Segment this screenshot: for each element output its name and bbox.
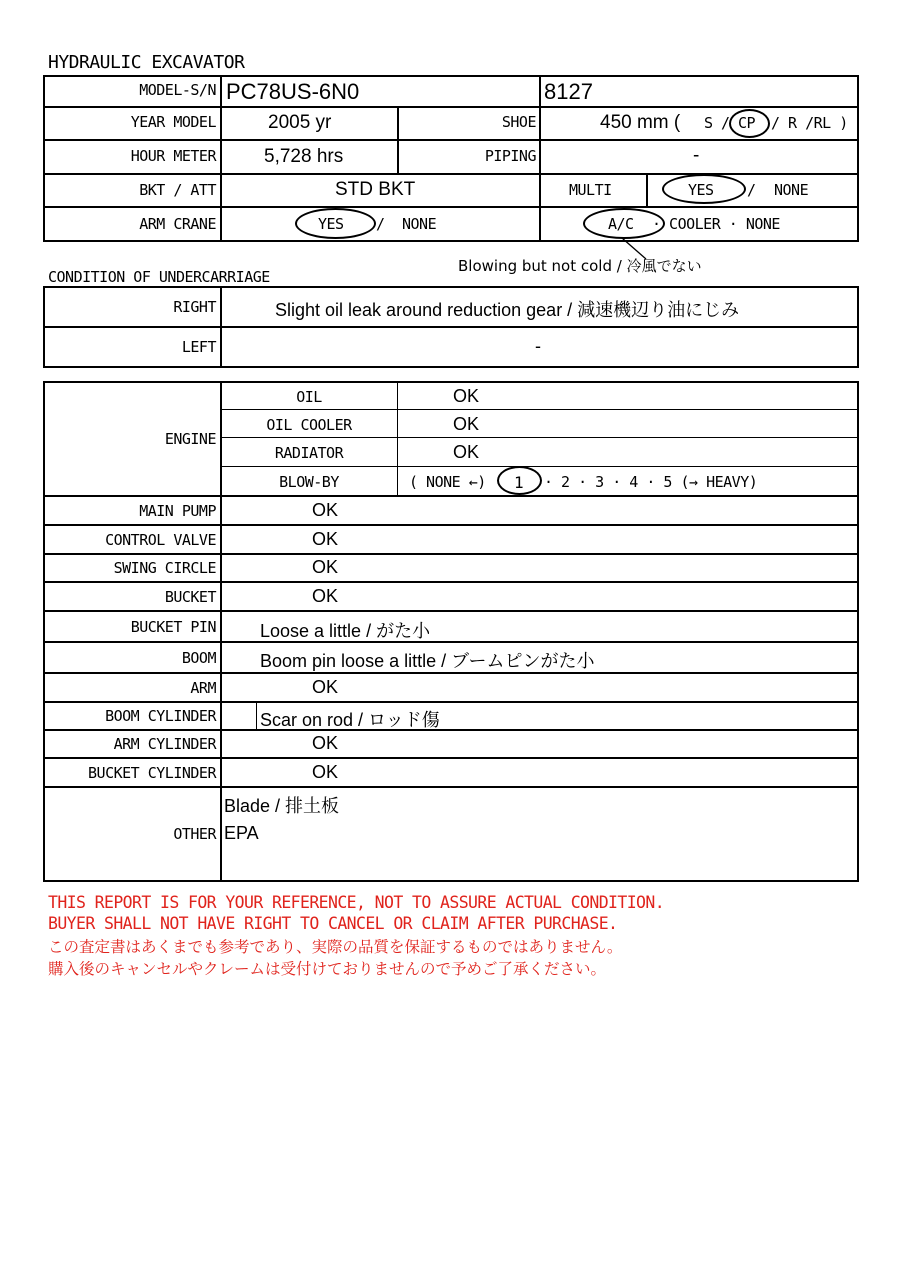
arm-cylinder-value: OK [312,733,339,753]
main-pump-value: OK [312,500,339,520]
shoe-label: SHOE [501,113,536,131]
shoe-value: 450 mm ( [600,112,681,133]
shoe-cp-circle [729,109,770,138]
undercarriage-title: CONDITION OF UNDERCARRIAGE [48,268,270,286]
swing-circle-value: OK [312,557,339,577]
oil-cooler-value: OK [453,414,480,434]
bucket-cylinder-value: OK [312,762,339,782]
shoe-option-cp: CP [738,114,756,132]
other-label: OTHER [173,825,216,843]
blow-by-selected-circle [497,466,542,495]
arm-crane-none: NONE [402,215,437,233]
control-valve-label: CONTROL VALVE [105,531,216,549]
undercarriage-left-label: LEFT [181,338,216,356]
multi-label: MULTI [569,181,612,199]
bucket-cylinder-label: BUCKET CYLINDER [88,764,216,782]
undercarriage-right-value: Slight oil leak around reduction gear / 減速機辺り油にじみ [275,300,740,320]
boom-cylinder-value: Scar on rod / ロッド傷 [260,710,440,730]
bucket-pin-label: BUCKET PIN [130,618,216,636]
blow-by-scale: · 2 · 3 · 4 · 5 (→ HEAVY) [544,473,758,491]
disclaimer-line-4: 購入後のキャンセルやクレームは受付けておりませんので予めご了承ください。 [48,960,607,978]
arm-cylinder-label: ARM CYLINDER [113,735,216,753]
engine-oil-label: OIL [296,388,322,406]
document-title: HYDRAULIC EXCAVATOR [48,52,245,73]
disclaimer-line-1: THIS REPORT IS FOR YOUR REFERENCE, NOT TO ASSURE ACTUAL CONDITION. [48,893,665,912]
control-valve-value: OK [312,529,339,549]
hour-meter-label: HOUR METER [130,147,216,165]
engine-oil-value: OK [453,386,480,406]
ac-options-rest: · COOLER · NONE [652,215,780,233]
undercarriage-left-value: - [535,336,541,356]
ac-note: Blowing but not cold / 冷風でない [458,257,702,275]
boom-value: Boom pin loose a little / ブームピンがた小 [260,651,595,671]
disclaimer-line-3: この査定書はあくまでも参考であり、実際の品質を保証するものではありません。 [48,938,623,956]
piping-value: - [693,145,700,166]
swing-circle-label: SWING CIRCLE [113,559,216,577]
model-label: MODEL-S/N [139,81,216,99]
arm-label: ARM [190,679,216,697]
arm-value: OK [312,677,339,697]
arm-crane-yes-circle [295,208,376,239]
multi-yes-circle [662,174,746,204]
arm-crane-label: ARM CRANE [139,215,216,233]
bucket-pin-value: Loose a little / がた小 [260,621,431,641]
main-pump-label: MAIN PUMP [139,502,216,520]
bkt-att-value: STD BKT [335,179,416,200]
year-label: YEAR MODEL [130,113,216,131]
engine-label: ENGINE [164,430,216,448]
multi-yes: YES [688,181,714,199]
arm-crane-yes: YES [318,215,344,233]
multi-separator: / [747,181,756,199]
boom-cylinder-label: BOOM CYLINDER [105,707,216,725]
piping-label: PIPING [484,147,536,165]
disclaimer-line-2: BUYER SHALL NOT HAVE RIGHT TO CANCEL OR CLAIM AFTER PURCHASE. [48,914,618,933]
boom-label: BOOM [181,649,216,667]
other-line-2: EPA [224,823,259,843]
model-value: PC78US-6N0 [226,79,360,104]
shoe-option-rest: / R /RL ) [771,114,848,132]
bkt-att-label: BKT / ATT [139,181,216,199]
oil-cooler-label: OIL COOLER [266,416,352,434]
serial-value: 8127 [544,79,593,104]
other-line-1: Blade / 排土板 [224,796,340,816]
radiator-value: OK [453,442,480,462]
shoe-option-s: S / [704,114,730,132]
bucket-value: OK [312,586,339,606]
ac-option: A/C [608,215,634,233]
year-value: 2005 yr [268,112,332,133]
blow-by-selected: 1 [514,473,524,492]
multi-none: NONE [774,181,809,199]
radiator-label: RADIATOR [274,444,344,462]
arm-crane-separator: / [376,215,385,233]
blow-by-prefix: ( NONE ←) [409,473,486,491]
blow-by-label: BLOW-BY [279,473,339,491]
hour-meter-value: 5,728 hrs [264,146,344,167]
bucket-label: BUCKET [164,588,216,606]
undercarriage-right-label: RIGHT [173,298,216,316]
